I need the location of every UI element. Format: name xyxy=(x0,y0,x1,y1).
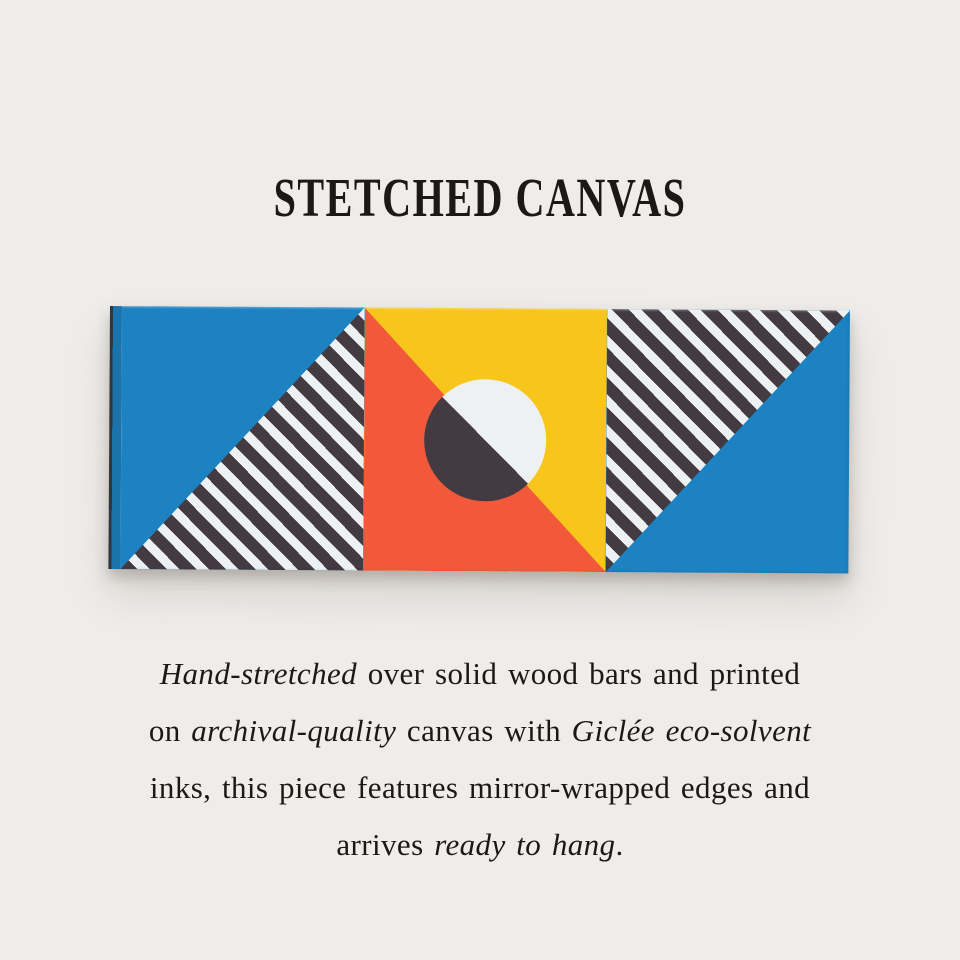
canvas-front-face xyxy=(120,306,850,573)
artwork-panel-left xyxy=(120,306,364,570)
description-line-2: on archival-quality canvas with Giclée eco-solvent xyxy=(148,713,812,748)
split-circle xyxy=(424,378,547,501)
artwork-panel-middle xyxy=(363,308,607,572)
description-line-1: Hand-stretched over solid wood bars and printed xyxy=(159,656,801,691)
diagonal-stripes xyxy=(120,306,364,570)
description-line-4: arrives ready to hang. xyxy=(336,827,624,862)
description xyxy=(0,645,960,873)
artwork-panel-right xyxy=(606,309,850,573)
page-title: STETCHED CANVAS xyxy=(273,167,687,228)
diagonal-stripes xyxy=(606,309,850,573)
description-line-3: inks, this piece features mirror-wrapped edges and xyxy=(149,770,811,805)
canvas-artwork xyxy=(108,306,850,574)
